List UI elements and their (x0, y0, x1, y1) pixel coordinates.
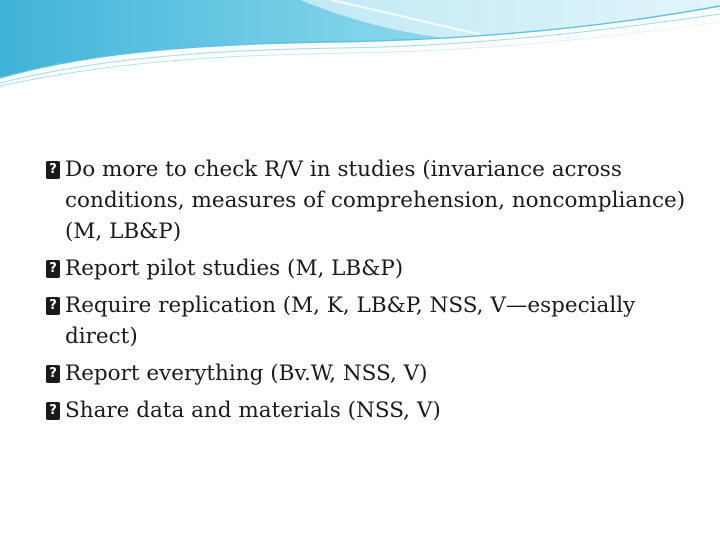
bullet-list (46, 154, 686, 432)
list-item (46, 154, 686, 247)
bullet-text: Do more to check R/V in studies (invariance across conditions, measures of comprehension, noncompliance) (M, LB&P) (65, 157, 686, 244)
bullet-text: Report everything (Bv.W, NSS, V) (65, 361, 428, 386)
missing-glyph-icon (46, 161, 60, 179)
missing-glyph-icon (46, 365, 60, 383)
bullet-text: Report pilot studies (M, LB&P) (65, 256, 404, 281)
list-item (46, 358, 686, 389)
bullet-text: Require replication (M, K, LB&P, NSS, V—especially direct) (65, 293, 636, 349)
list-item (46, 290, 686, 352)
missing-glyph-icon (46, 260, 60, 278)
bullet-text: Share data and materials (NSS, V) (65, 398, 441, 423)
missing-glyph-icon (46, 402, 60, 420)
list-item (46, 395, 686, 426)
missing-glyph-icon (46, 297, 60, 315)
header-wave-decoration (0, 0, 720, 90)
list-item (46, 253, 686, 284)
